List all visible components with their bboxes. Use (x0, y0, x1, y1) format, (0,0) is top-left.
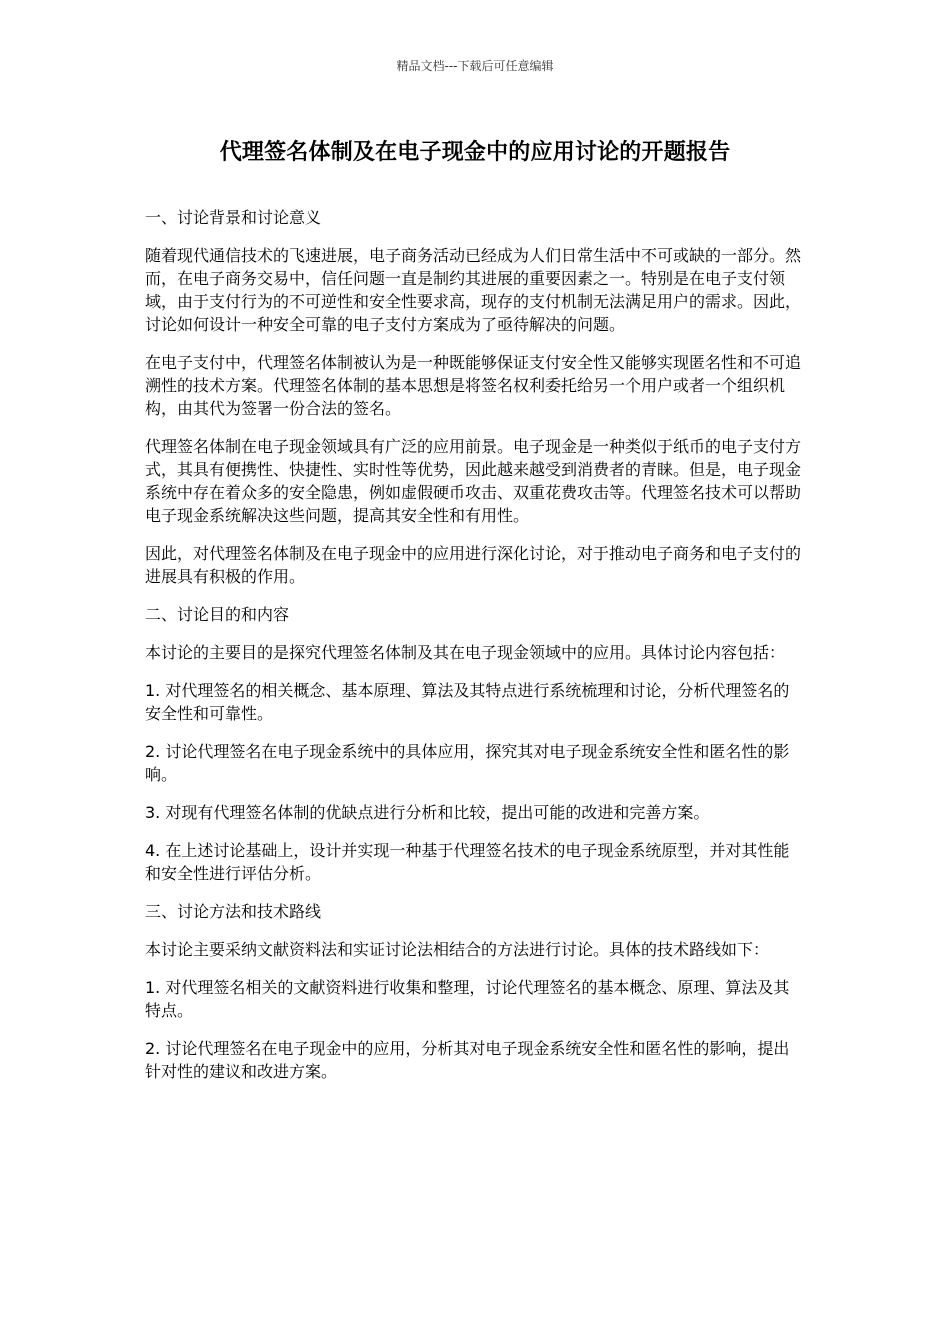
list-item-method-1: 1. 对代理签名相关的文献资料进行收集和整理，讨论代理签名的基本概念、原理、算法及其特点。 (145, 978, 790, 1020)
list-item-goal-2: 2. 讨论代理签名在电子现金系统中的具体应用，探究其对电子现金系统安全性和匿名性的影响。 (145, 742, 790, 784)
paragraph-background-4: 因此，对代理签名体制及在电子现金中的应用进行深化讨论，对于推动电子商务和电子支付的进展具有积极的作用。 (145, 544, 802, 586)
document-body (145, 206, 805, 1098)
section-heading-goals: 二、讨论目的和内容 (145, 605, 290, 624)
paragraph-goals-intro: 本讨论的主要目的是探究代理签名体制及其在电子现金领域中的应用。具体讨论内容包括： (145, 643, 786, 662)
document-title: 代理签名体制及在电子现金中的应用讨论的开题报告 (219, 140, 731, 165)
header-watermark: 精品文档---下载后可任意编辑 (396, 59, 554, 73)
list-item-goal-3: 3. 对现有代理签名体制的优缺点进行分析和比较，提出可能的改进和完善方案。 (145, 803, 710, 822)
section-heading-background: 一、讨论背景和讨论意义 (145, 208, 322, 227)
list-item-goal-1: 1. 对代理签名的相关概念、基本原理、算法及其特点进行系统梳理和讨论，分析代理签名的安全性和可靠性。 (145, 681, 790, 723)
paragraph-background-1: 随着现代通信技术的飞速进展，电子商务活动已经成为人们日常生活中不可或缺的一部分。然而，在电子商务交易中，信任问题一直是制约其进展的重要因素之一。特别是在电子支付领域，由于支付行为的不可逆性和安全性要求高，现存的支付机制无法满足用户的需求。因此，讨论如何设计一种安全可靠的电子支付方案成为了亟待解决的问题。 (145, 246, 802, 334)
paragraph-methods-intro: 本讨论主要采纳文献资料法和实证讨论法相结合的方法进行讨论。具体的技术路线如下： (145, 940, 770, 959)
list-item-goal-4: 4. 在上述讨论基础上，设计并实现一种基于代理签名技术的电子现金系统原型，并对其性能和安全性进行评估分析。 (145, 841, 790, 883)
paragraph-background-3: 代理签名体制在电子现金领域具有广泛的应用前景。电子现金是一种类似于纸币的电子支付方式，其具有便携性、快捷性、实时性等优势，因此越来越受到消费者的青睐。但是，电子现金系统中存在着众多的安全隐患，例如虚假硬币攻击、双重花费攻击等。代理签名技术可以帮助电子现金系统解决这些问题，提高其安全性和有用性。 (145, 437, 802, 525)
list-item-method-2: 2. 讨论代理签名在电子现金中的应用，分析其对电子现金系统安全性和匿名性的影响，提出针对性的建议和改进方案。 (145, 1039, 790, 1081)
paragraph-background-2: 在电子支付中，代理签名体制被认为是一种既能够保证支付安全性又能够实现匿名性和不可追溯性的技术方案。代理签名体制的基本思想是将签名权利委托给另一个用户或者一个组织机构，由其代为签署一份合法的签名。 (145, 353, 802, 418)
section-heading-methods: 三、讨论方法和技术路线 (145, 902, 322, 921)
